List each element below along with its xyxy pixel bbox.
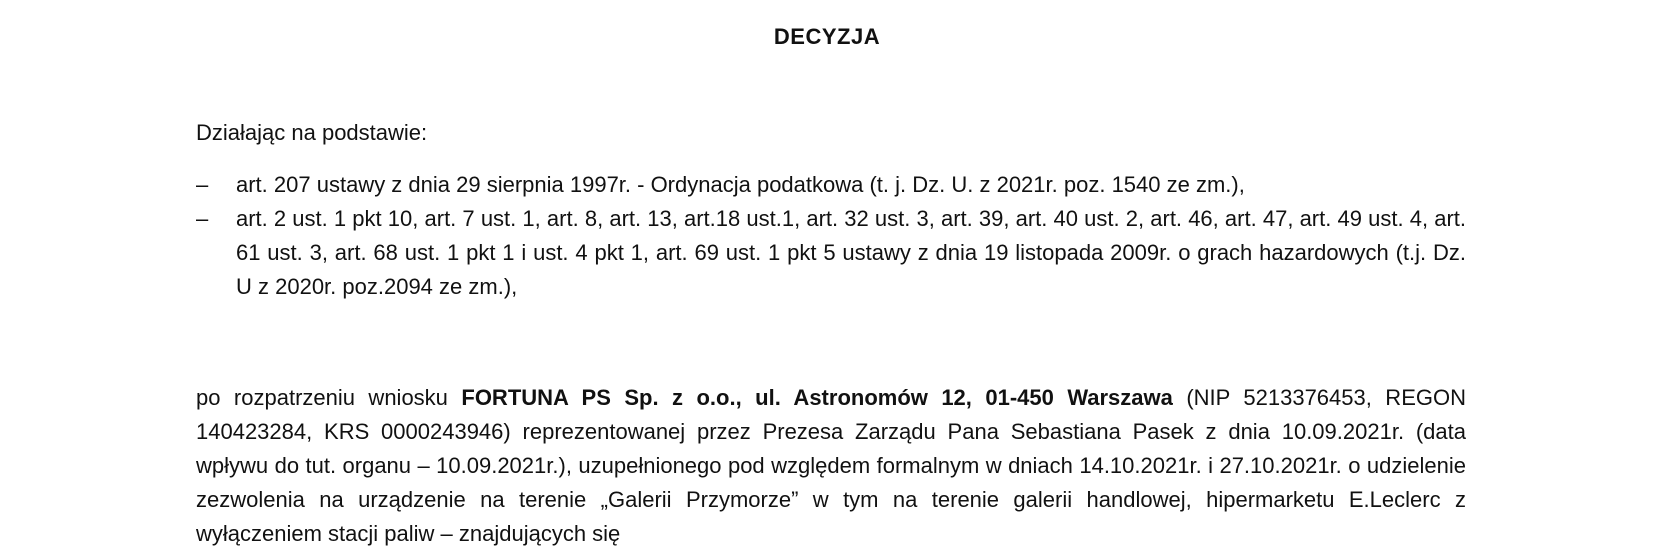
- legal-basis-intro: Działając na podstawie:: [196, 120, 428, 145]
- list-dash: –: [196, 206, 209, 231]
- list-dash: –: [196, 172, 209, 197]
- paragraph-prefix: po rozpatrzeniu wniosku: [196, 385, 462, 410]
- application-paragraph: [196, 381, 1466, 550]
- legal-basis-item: [196, 202, 1466, 304]
- document-title: DECYZJA: [773, 24, 881, 49]
- company-name: FORTUNA PS Sp. z o.o., ul. Astronomów 12, 01-450 Warszawa: [461, 385, 1173, 410]
- legal-basis-list: [196, 168, 1466, 304]
- paragraph-body: (NIP 5213376453, REGON 140423284, KRS 0000243946) reprezentowanej przez Prezesa Zarządu Pana Sebastiana Pasek z dnia 10.09.2021r. (data wpływu do tut. organu – 10.09.2021r.), uzupełnionego pod względem formalnym w dniach 14.10.2021r. i 27.10.2021r. o udzielenie zezwolenia na urządzenie na terenie „Galerii Przymorze” w tym na terenie galerii handlowej, hipermarketu E.Leclerc z wyłączeniem stacji paliw – znajdujących się: [196, 385, 1466, 546]
- legal-basis-item: [196, 168, 1466, 202]
- legal-basis-text: art. 207 ustawy z dnia 29 sierpnia 1997r. - Ordynacja podatkowa (t. j. Dz. U. z 2021r. poz. 1540 ze zm.),: [236, 172, 1245, 197]
- legal-basis-text: art. 2 ust. 1 pkt 10, art. 7 ust. 1, art. 8, art. 13, art.18 ust.1, art. 32 ust. 3, art. 39, art. 40 ust. 2, art. 46, art. 47, art. 49 ust. 4, art. 61 ust. 3, art. 68 ust. 1 pkt 1 i ust. 4 pkt 1, art. 69 ust. 1 pkt 5 ustawy z dnia 19 listopada 2009r. o grach hazardowych (t.j. Dz. U z 2020r. poz.2094 ze zm.),: [236, 206, 1466, 299]
